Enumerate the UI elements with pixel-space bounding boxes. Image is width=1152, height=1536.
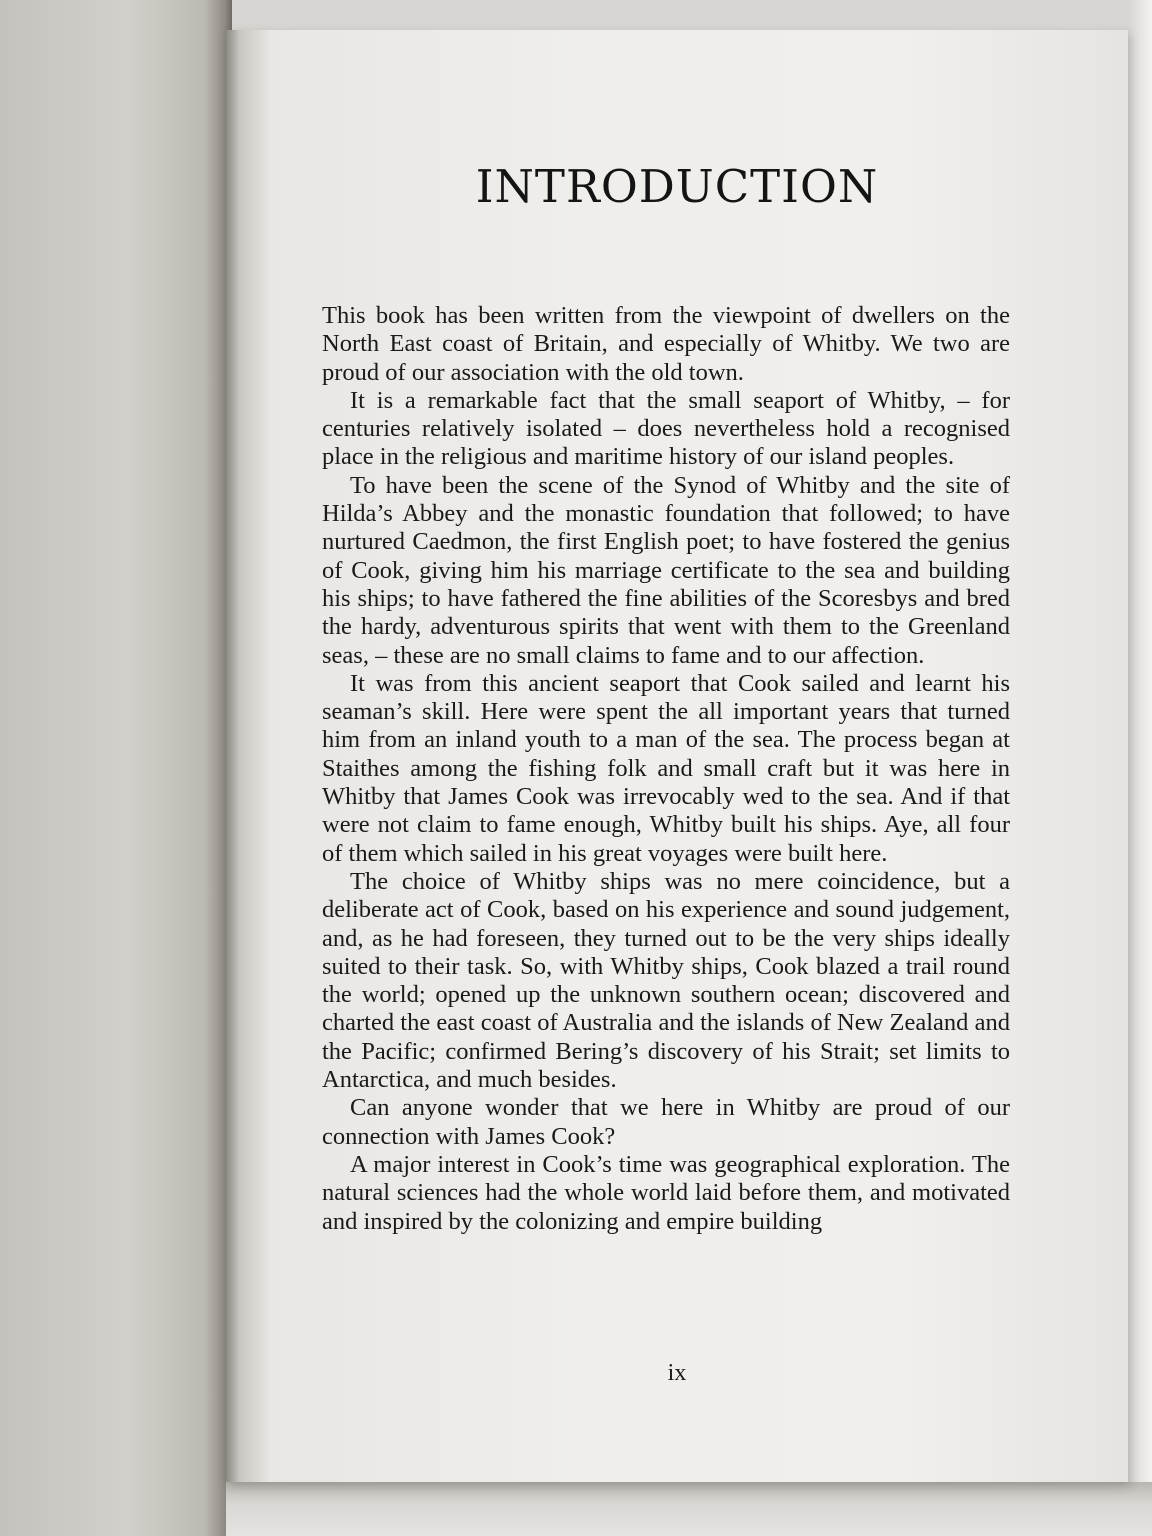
background-edge [1128, 0, 1152, 1536]
paragraph: It was from this ancient seaport that Cook sailed and learnt his seaman’s skill. Here were spent the all important years that turned him from an inland youth to a man of the sea. The process began at Staithes among the fishing folk and small craft but it was here in Whitby that James Cook was irrevocably wed to the sea. And if that were not claim to fame enough, Whitby built his ships. Aye, all four of them which sailed in his great voyages were built here. [322, 669, 1010, 867]
page-title: INTRODUCTION [475, 160, 879, 213]
left-page [0, 0, 232, 1536]
paragraph: A major interest in Cook’s time was geographical exploration. The natural sciences had the whole world laid before them, and motivated and inspired by the colonizing and empire building [322, 1150, 1010, 1235]
paragraph: To have been the scene of the Synod of Whitby and the site of Hilda’s Abbey and the monastic foundation that followed; to have nurtured Caedmon, the first English poet; to have fostered the genius of Cook, giving him his marriage certificate to the sea and building his ships; to have fathered the fine abilities of the Scoresbys and bred the hardy, adventurous spirits that went with them to the Greenland seas, – these are no small claims to fame and to our affection. [322, 471, 1010, 669]
paragraph: Can anyone wonder that we here in Whitby are proud of our connection with James Cook? [322, 1094, 1010, 1150]
paragraph: It is a remarkable fact that the small seaport of Whitby, – for centuries relatively isolated – does nevertheless hold a recognised place in the religious and maritime history of our island peoples. [322, 386, 1010, 471]
paragraph: This book has been written from the viewpoint of dwellers on the North East coast of Britain, and especially of Whitby. We two are proud of our association with the old town. [322, 302, 1010, 386]
page-stack-edge [226, 1482, 1152, 1536]
body-text [322, 302, 1010, 1236]
page-number: ix [667, 1360, 687, 1386]
paragraph: The choice of Whitby ships was no mere coincidence, but a deliberate act of Cook, based on his experience and sound judgement, and, as he had foreseen, they turned out to be the very ships ideally suited to their task. So, with Whitby ships, Cook blazed a trail round the world; opened up the unknown southern ocean; discovered and charted the east coast of Australia and the islands of New Zealand and the Pacific; confirmed Bering’s discovery of his Strait; set limits to Antarctica, and much besides. [322, 867, 1010, 1094]
